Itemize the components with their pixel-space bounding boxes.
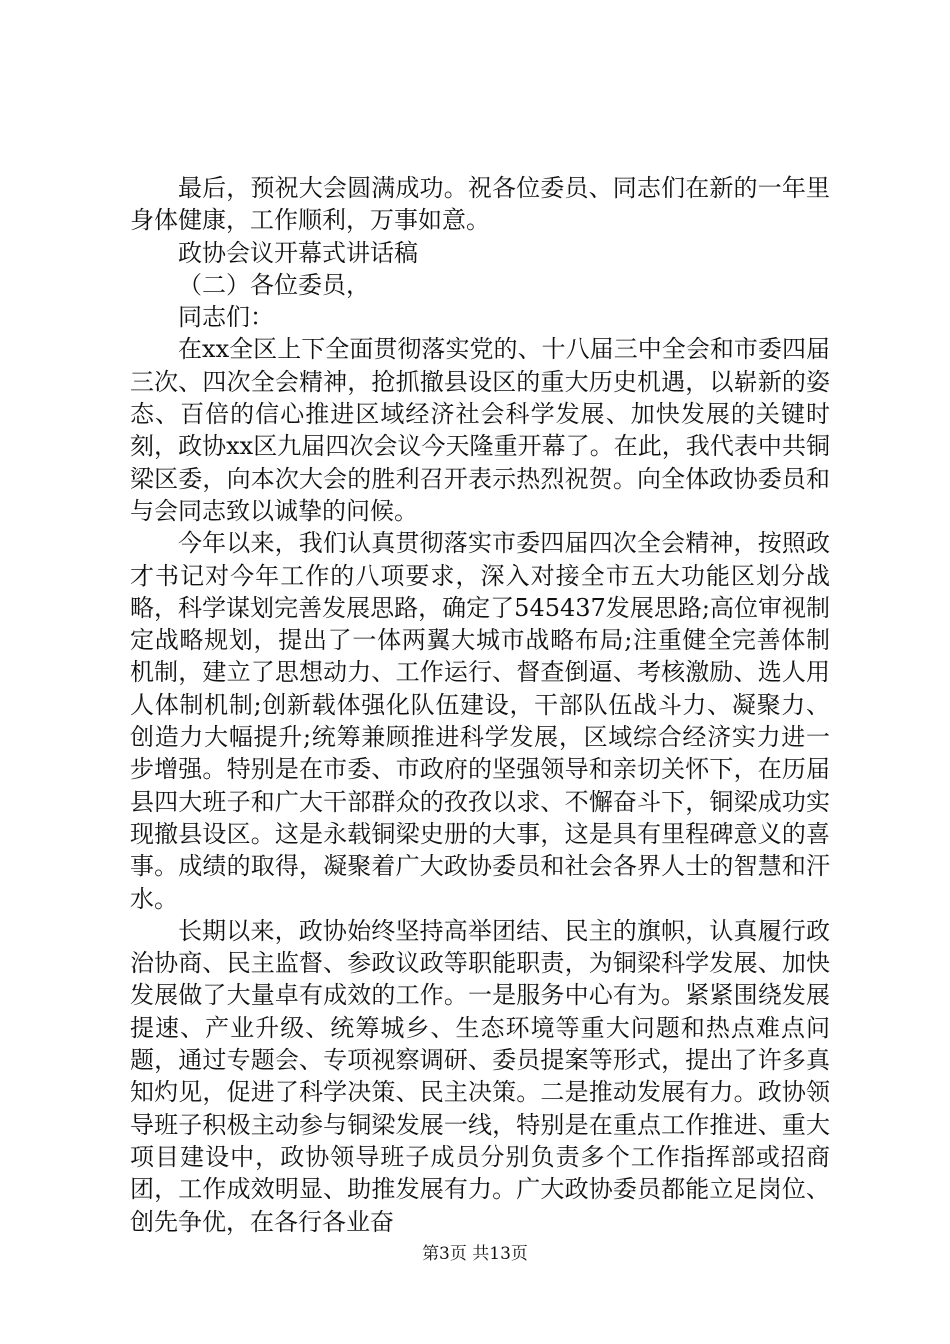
paragraph-cppcc-work: 长期以来，政协始终坚持高举团结、民主的旗帜，认真履行政治协商、民主监督、参政议政等职能职责，为铜梁科学发展、加快发展做了大量卓有成效的工作。一是服务中心有为。紧紧围绕发展提速、产业升级、统筹城乡、生态环境等重大问题和热点难点问题，通过专题会、专项视察调研、委员提案等形式，提出了许多真知灼见，促进了科学决策、民主决策。二是推动发展有力。政协领导班子积极主动参与铜梁发展一线，特别是在重点工作推进、重大项目建设中，政协领导班子成员分别负责多个工作指挥部或招商团，工作成效明显、助推发展有力。广大政协委员都能立足岗位、创先争优，在各行各业奋 [130, 916, 830, 1236]
paragraph-speech-title: 政协会议开幕式讲话稿 [178, 238, 418, 267]
paragraph-achievements: 今年以来，我们认真贯彻落实市委四届四次全会精神，按照政才书记对今年工作的八项要求，深入对接全市五大功能区划分战略，科学谋划完善发展思路，确定了545437发展思路;高位审视制定战略规划，提出了一体两翼大城市战略布局;注重健全完善体制机制，建立了思想动力、工作运行、督查倒逼、考核激励、选人用人体制机制;创新载体强化队伍建设，干部队伍战斗力、凝聚力、创造力大幅提升;统筹兼顾推进科学发展，区域综合经济实力进一步增强。特别是在市委、市政府的坚强领导和亲切关怀下，在历届县四大班子和广大干部群众的孜孜以求、不懈奋斗下，铜梁成功实现撤县设区。这是永载铜梁史册的大事，这是具有里程碑意义的喜事。成绩的取得，凝聚着广大政协委员和社会各界人士的智慧和汗水。 [130, 529, 830, 913]
document-body [130, 172, 830, 1238]
paragraph-salutation-members: （二）各位委员， [178, 270, 370, 299]
page-footer: 第3页 共13页 [422, 1244, 528, 1264]
paragraph-salutation-comrades: 同志们： [178, 303, 274, 332]
paragraph-opening: 在xx全区上下全面贯彻落实党的、十八届三中全会和市委四届三次、四次全会精神，抢抓撤县设区的重大历史机遇，以崭新的姿态、百倍的信心推进区域经济社会科学发展、加快发展的关键时刻，政协xx区九届四次会议今天隆重开幕了。在此，我代表中共铜梁区委，向本次大会的胜利召开表示热烈祝贺。向全体政协委员和与会同志致以诚挚的问候。 [130, 335, 830, 525]
paragraph-closing-wishes: 最后，预祝大会圆满成功。祝各位委员、同志们在新的一年里身体健康，工作顺利，万事如意。 [130, 174, 830, 235]
